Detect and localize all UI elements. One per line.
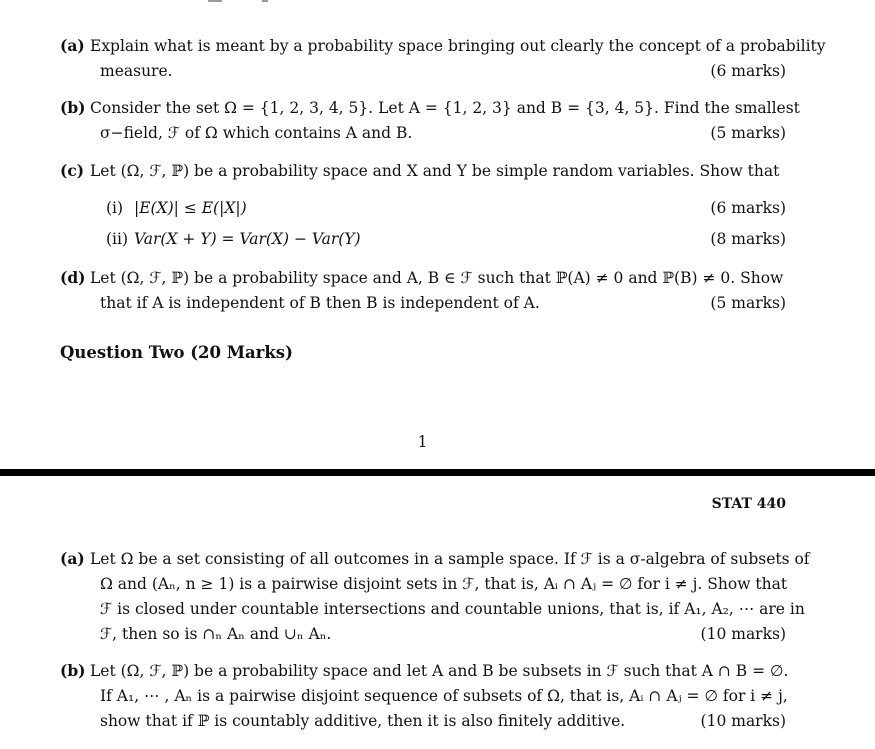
question-text: measure. — [100, 62, 173, 80]
marks-label: (5 marks) — [710, 294, 786, 312]
question-1c-ii — [106, 227, 786, 252]
marks-label: (5 marks) — [710, 124, 786, 142]
question-text: σ−field, ℱ of Ω which contains A and B. — [100, 124, 413, 142]
question-text: ℱ, then so is ∩ₙ Aₙ and ∪ₙ Aₙ. — [100, 625, 332, 643]
question-text: Let (Ω, ℱ, ℙ) be a probability space and A, B ∈ ℱ such that ℙ(A) ≠ 0 and ℙ(B) ≠ 0. Show — [90, 269, 784, 287]
subpart-text: |E(X)| ≤ E(|X|) — [134, 199, 247, 217]
question-text: Let (Ω, ℱ, ℙ) be a probability space and X and Y be simple random variables. Show that — [90, 162, 780, 180]
text-fragment — [208, 0, 222, 2]
page-break-divider — [0, 469, 875, 476]
marks-label: (10 marks) — [700, 712, 786, 730]
question-2b — [60, 658, 789, 734]
marks-label: (6 marks) — [710, 62, 786, 80]
question-text: that if A is independent of B then B is independent of A. — [100, 294, 540, 312]
question-label: (a) — [60, 36, 85, 55]
subpart-label: (i) — [106, 199, 124, 217]
question-label: (b) — [60, 98, 86, 117]
question-label: (c) — [60, 161, 85, 180]
question-1a — [60, 33, 826, 84]
question-text: Explain what is meant by a probability space bringing out clearly the concept of a probability — [90, 37, 826, 55]
subpart-label: (ii) — [106, 230, 129, 248]
marks-label: (10 marks) — [700, 625, 786, 643]
section-heading: Question Two (20 Marks) — [60, 343, 293, 362]
question-text: Let Ω be a set consisting of all outcomes in a sample space. If ℱ is a σ-algebra of subsets of — [90, 550, 810, 568]
question-text: Let (Ω, ℱ, ℙ) be a probability space and let A and B be subsets in ℱ such that A ∩ B = ∅. — [90, 662, 789, 680]
question-1b — [60, 95, 800, 146]
subpart-text: Var(X + Y) = Var(X) − Var(Y) — [134, 230, 361, 248]
question-2a — [60, 546, 810, 647]
question-text: ℱ is closed under countable intersections and countable unions, that is, if A₁, A₂, ⋯ are in — [100, 600, 805, 618]
page-number: 1 — [417, 433, 428, 451]
question-text: Consider the set Ω = {1, 2, 3, 4, 5}. Let A = {1, 2, 3} and B = {3, 4, 5}. Find the smallest — [90, 99, 800, 117]
question-1c — [60, 158, 786, 184]
cropped-previous-text — [0, 0, 875, 6]
question-label: (d) — [60, 268, 86, 287]
running-head: STAT 440 — [711, 496, 786, 512]
text-fragment — [262, 0, 268, 2]
marks-label: (8 marks) — [710, 230, 786, 248]
question-text: show that if ℙ is countably additive, then it is also finitely additive. — [100, 712, 626, 730]
question-label: (b) — [60, 661, 86, 680]
question-1c-i — [106, 196, 786, 221]
question-1d — [60, 265, 786, 316]
question-text: If A₁, ⋯ , Aₙ is a pairwise disjoint sequence of subsets of Ω, that is, Aᵢ ∩ Aⱼ = ∅ for i ≠ j, — [100, 687, 788, 705]
question-text: Ω and (Aₙ, n ≥ 1) is a pairwise disjoint sets in ℱ, that is, Aᵢ ∩ Aⱼ = ∅ for i ≠ j. Show that — [100, 575, 788, 593]
question-label: (a) — [60, 549, 85, 568]
marks-label: (6 marks) — [710, 199, 786, 217]
